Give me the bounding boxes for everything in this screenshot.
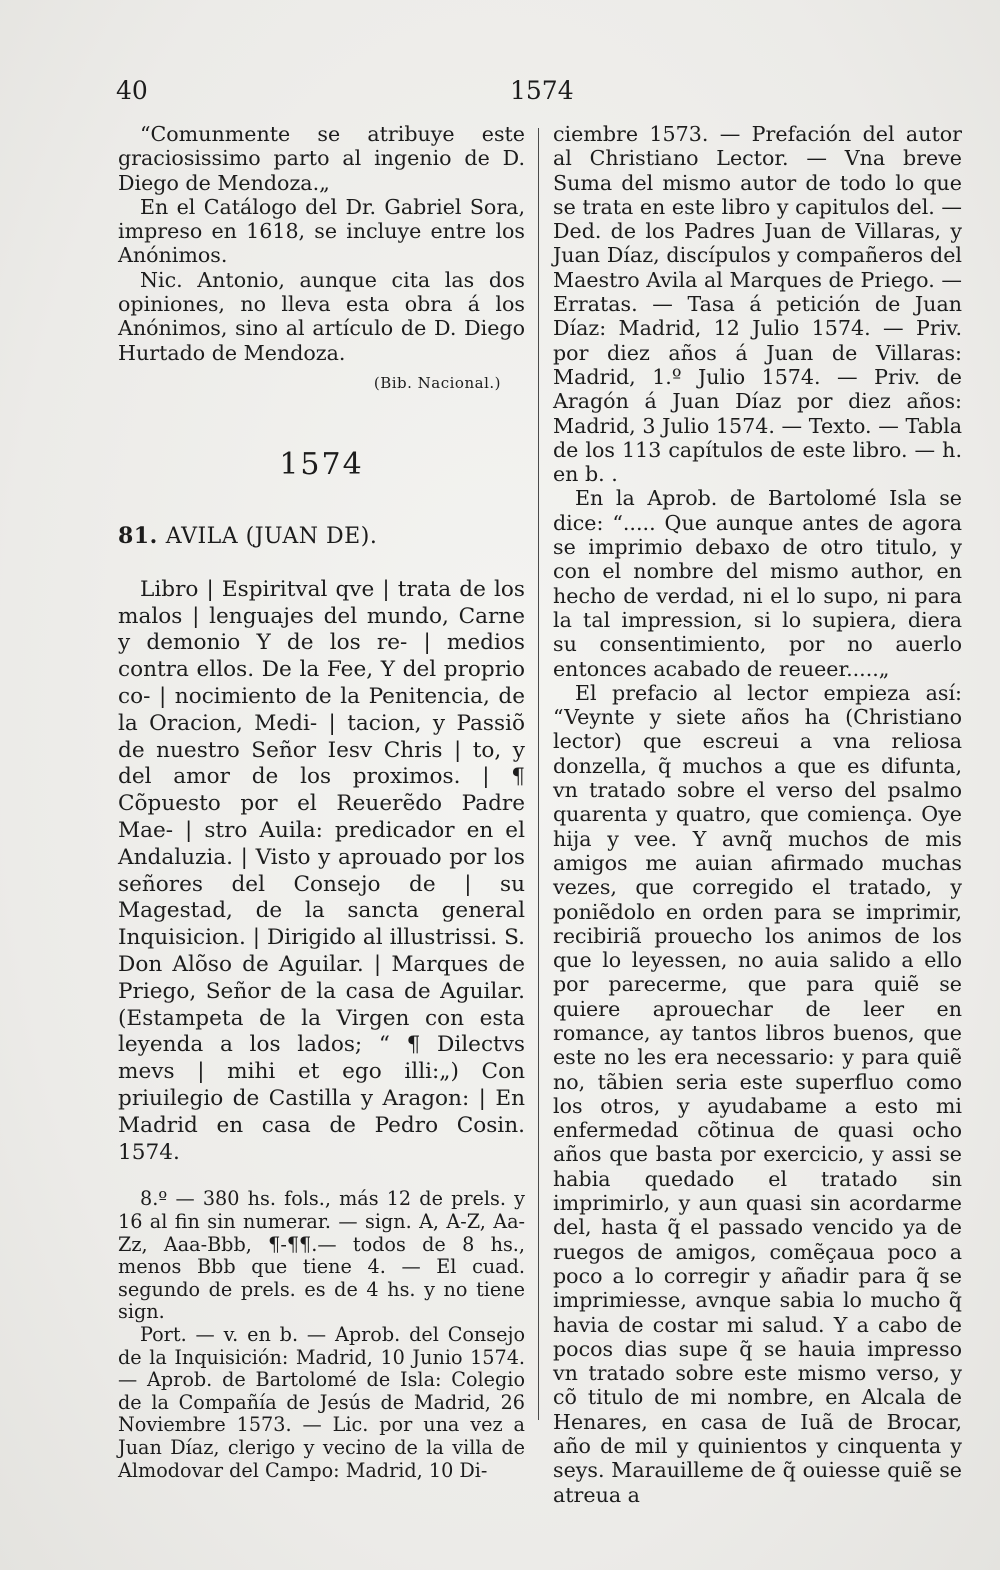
title-transcription: Libro | Espiritval qve | trata de los malos | lenguajes del mundo, Carne y demonio Y de los re- | medios contra ellos. De la Fee, Y del proprio co- | nocimiento de la Penitencia, de la Oracion, Medi- | tacion, y Passiõ de nuestro Señor Iesv Chris | to, y del amor de los proximos. | ¶ Cõpuesto por el Reuerẽdo Padre Mae- | stro Auila: predicador en el Andaluzia. | Visto y aprouado por los señores del Consejo de | su Magestad, de la sancta general Inquisicion. | Dirigido al illustrissi. S. Don Alõso de Aguilar. | Marques de Priego, Señor de la casa de Aguilar. (Estampeta de la Virgen con esta leyenda a los lados; “ ¶ Dilectvs mevs | mihi et ego illi:„) Con priuilegio de Castilla y Aragon: | En Madrid en casa de Pedro Cosin. 1574. xyxy=(118,576,525,1165)
attribution-quote: “Comunmente se atribuye este graciosissimo parto al ingenio de D. Diego de Mendoza.„ xyxy=(118,122,525,195)
column-divider xyxy=(538,128,539,1420)
library-source: (Bib. Nacional.) xyxy=(373,373,501,392)
entry-author: AVILA (JUAN DE). xyxy=(165,523,378,549)
page-header xyxy=(0,76,1000,112)
physical-description: 8.º — 380 hs. fols., más 12 de prels. y 16 al fin sin numerar. — sign. A, A-Z, Aa-Zz, Aaa-Bbb, ¶-¶¶.— todos de 8 hs., menos Bbb que tiene 4. — El cuad. segundo de prels. es de 4 hs. y no tiene sign. xyxy=(118,1187,525,1324)
entry-number: 81. xyxy=(118,522,158,549)
catalog-note: En el Catálogo del Dr. Gabriel Sora, impreso en 1618, se incluye entre los Anónimos. xyxy=(118,194,525,268)
contents-continuation: ciembre 1573. — Prefación del autor al Christiano Lector. — Vna breve Suma del mismo autor de todo lo que se trata en este libro y capitulos del. — Ded. de los Padres Juan de Villaras, y Juan Díaz, discípulos y compañeros del Maestro Avila al Marques de Priego. — Erratas. — Tasa á petición de Juan Díaz: Madrid, 12 Julio 1574. — Priv. por diez años á Juan de Villaras: Madrid, 1.º Julio 1574. — Priv. de Aragón á Juan Díaz por diez años: Madrid, 3 Julio 1574. — Texto. — Tabla de los 113 capítulos de este libro. — h. en b. . xyxy=(553,122,962,487)
approbation-quote: En la Aprob. de Bartolomé Isla se dice: “..... Que aunque antes de agora se imprimio debaxo de otro titulo, y con el nombre del mismo author, en hecho de verdad, ni el lo supo, ni para la tal impression, si lo supiera, diera su consentimiento, por no auerlo entonces acabado de reueer.....„ xyxy=(553,486,962,681)
nic-antonio-note: Nic. Antonio, aunque cita las dos opiniones, no lleva esta obra á los Anónimos, sino al artículo de D. Diego Hurtado de Mendoza. xyxy=(118,267,525,365)
entry-heading xyxy=(118,524,525,549)
preface-quote: El prefacio al lector empieza así: “Veynte y siete años ha (Christiano lector) que escreui a vna reliosa donzella, q̃ muchos a que es difunta, vn tratado sobre el verso del psalmo quarenta y quatro, que comiença. Oye hija y vee. Y avnq̃ muchos de mis amigos me auian afirmado muchas vezes, que corregido el tratado, y poniẽdolo en orden para se imprimir, recibiriã prouecho los animos de los que lo leyessen, no auia salido a ello por parecerme, que para quiẽ se quiere aprouechar de leer en romance, ay tantos libros buenos, que este no les era necessario: y para quiẽ no, tãbien seria este superfluo como los otros, y ayudabame a esto mi enfermedad cõtinua de quasi ocho años que basta por exercicio, y assi se habia quedado el tratado sin imprimirlo, y aun quasi sin acordarme del, hasta q̃ el passado vencido ya de ruegos de amigos, comẽçaua poco a poco a lo corregir y añadir para q̃ se imprimiesse, avnque sabia lo mucho q̃ havia de costar mi salud. Y a cabo de pocos dias supe q̃ se hauia impresso vn tratado sobre este mismo verso, y cõ titulo de mi nombre, en Alcala de Henares, en casa de Iuã de Brocar, año de mil y quinientos y cinquenta y seys. Marauilleme de q̃ ouiesse quiẽ se atreua a xyxy=(553,680,962,1507)
right-column xyxy=(553,122,962,1507)
year-heading: 1574 xyxy=(279,447,364,483)
contents-description: Port. — v. en b. — Aprob. del Consejo de la Inquisición: Madrid, 10 Junio 1574. — Aprob. de Bartolomé de Isla: Colegio de la Compañía de Jesús de Madrid, 26 Noviembre 1573. — Lic. por una vez a Juan Díaz, clerigo y vecino de la villa de Almodovar del Campo: Madrid, 10 Di- xyxy=(118,1322,525,1482)
page-number: 40 xyxy=(116,76,148,105)
left-column xyxy=(118,122,525,1482)
running-head-year: 1574 xyxy=(510,76,574,105)
